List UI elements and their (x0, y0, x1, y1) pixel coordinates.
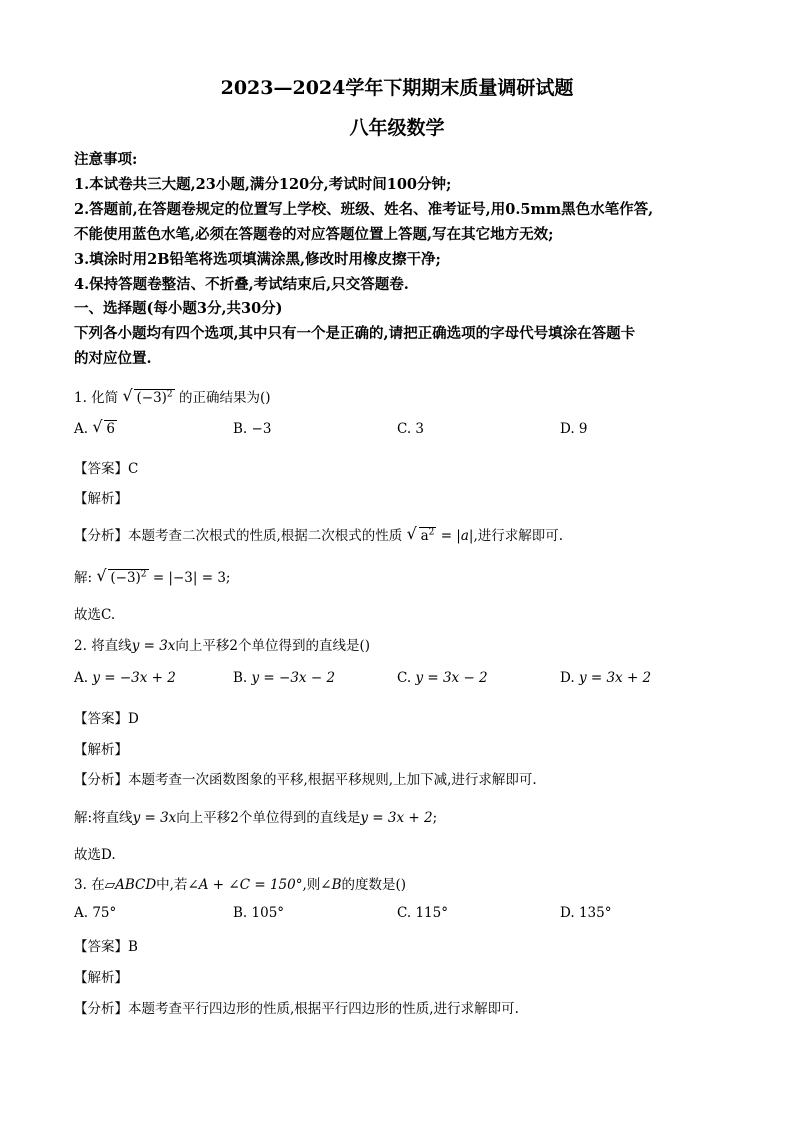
sqrt-expression: √ 6 (92, 417, 115, 437)
option-value: 105° (251, 905, 285, 921)
option-b (233, 421, 271, 437)
question-text: 中,若 (156, 877, 188, 893)
section-instruction: 下列各小题均有四个选项,其中只有一个是正确的,请把正确选项的字母代号填涂在答题卡 (74, 325, 636, 342)
analysis-label: 【解析】 (74, 970, 128, 986)
equation: = |a| (440, 528, 474, 544)
option-label: B. (233, 905, 248, 921)
equation: = |−3| = 3 (152, 570, 226, 586)
option-b (233, 905, 284, 921)
option-d: D. 9 (560, 421, 588, 437)
fenxi-line (74, 524, 734, 544)
option-value: 135° (578, 905, 612, 921)
option-label: B. (233, 421, 248, 437)
fenxi-line (74, 997, 734, 1017)
radicand: a (420, 528, 429, 544)
option-label: C. (397, 905, 412, 921)
option-value: 115° (415, 905, 448, 921)
radicand: (−3) (136, 390, 167, 406)
fenxi-text: ,进行求解即可. (473, 528, 564, 544)
question-1 (74, 386, 734, 406)
question-number: 2. (74, 638, 87, 654)
answer-label: 【答案】 (74, 939, 128, 955)
option-c (397, 905, 448, 921)
answer-value: D (128, 711, 139, 727)
fenxi-text: 本题考查一次函数图象的平移,根据平移规则,上加下减,进行求解即可. (128, 772, 537, 788)
sqrt-expression: √ $(-3)^2$ (96, 565, 147, 586)
option-label: A. (74, 905, 89, 921)
note-item: 3.填涂时用2B铅笔将选项填满涂黑,修改时用橡皮擦干净; (74, 251, 441, 268)
analysis-label: 【解析】 (74, 742, 128, 758)
option-c (397, 670, 488, 686)
question-number: 1. (74, 390, 87, 406)
note-item: 不能使用蓝色水笔,必须在答题卷的对应答题位置上答题,写在其它地方无效; (74, 226, 554, 243)
solution-line (74, 566, 734, 586)
question-2 (74, 634, 734, 654)
section-heading: 一、选择题(每小题3分,共30分) (74, 300, 283, 317)
option-value: y = −3x − 2 (251, 670, 336, 686)
conclusion: 故选D. (74, 847, 116, 863)
angle-symbol: ∠B (320, 877, 342, 893)
option-a (74, 905, 116, 921)
fenxi-text: 本题考查平行四边形的性质,根据平行四边形的性质,进行求解即可. (128, 1001, 519, 1017)
exam-title: 2023—2024学年下期期末质量调研试题 (220, 77, 574, 99)
option-a (74, 417, 117, 437)
radicand: 6 (106, 421, 115, 437)
option-a (74, 670, 176, 686)
question-text: 在 (91, 877, 105, 893)
sqrt-expression: √ $(-3)^2$ (122, 385, 173, 406)
option-label: A. (74, 670, 89, 686)
fenxi-label: 【分析】 (74, 772, 128, 788)
answer-line (74, 935, 734, 955)
conclusion: 故选C. (74, 607, 116, 623)
option-label: B. (233, 670, 248, 686)
solution-label: 解: (74, 810, 93, 826)
option-value: 75° (92, 905, 117, 921)
note-item: 2.答题前,在答题卷规定的位置写上学校、班级、姓名、准考证号,用0.5mm黑色水笔作答, (74, 201, 654, 218)
answer-label: 【答案】 (74, 711, 128, 727)
option-label: D. (560, 905, 575, 921)
fenxi-text: 本题考查二次根式的性质,根据二次根式的性质 (128, 528, 403, 544)
notes-heading: 注意事项: (74, 151, 138, 168)
note-item: 4.保持答题卷整洁、不折叠,考试结束后,只交答题卷. (74, 276, 409, 293)
option-c: C. 3 (397, 421, 425, 437)
radicand: (−3) (110, 570, 141, 586)
fenxi-line (74, 768, 734, 788)
exponent: 2 (166, 389, 173, 400)
solution-line (74, 806, 734, 826)
exponent: 2 (428, 527, 435, 538)
option-value: y = 3x − 2 (415, 670, 488, 686)
question-text: 的度数是() (341, 877, 407, 893)
option-d (560, 670, 651, 686)
exponent: 2 (140, 569, 147, 580)
answer-value: B (128, 939, 138, 955)
answer-value: C (128, 461, 139, 477)
answer-label: 【答案】 (74, 461, 128, 477)
analysis-label: 【解析】 (74, 491, 128, 507)
solution-label: 解: (74, 570, 93, 586)
question-text: 的正确结果为() (178, 390, 271, 406)
option-d (560, 905, 611, 921)
note-item: 1.本试卷共三大题,23小题,满分120分,考试时间100分钟; (74, 176, 452, 193)
equation: y = 3x + 2 (360, 810, 433, 826)
section-instruction: 的对应位置. (74, 350, 152, 367)
sqrt-expression: √ $a^2$ (406, 523, 435, 544)
option-b (233, 670, 335, 686)
fenxi-label: 【分析】 (74, 528, 128, 544)
punct: ; (225, 570, 231, 586)
solution-text: 向上平移2个单位得到的直线是 (176, 810, 361, 826)
option-label: A. (74, 421, 89, 437)
question-text: ,则 (302, 877, 321, 893)
fenxi-label: 【分析】 (74, 1001, 128, 1017)
equation: ∠A + ∠C = 150° (187, 877, 303, 893)
option-value: y = −3x + 2 (92, 670, 176, 686)
answer-line (74, 457, 734, 477)
punct: ; (432, 810, 438, 826)
question-text: 将直线 (91, 638, 132, 654)
question-3 (74, 873, 734, 893)
question-number: 3. (74, 877, 87, 893)
question-text: 化简 (91, 390, 119, 406)
option-value: y = 3x + 2 (578, 670, 652, 686)
option-value: −3 (251, 421, 272, 437)
equation: y = 3x (131, 638, 176, 654)
exam-subtitle: 八年级数学 (349, 117, 445, 139)
parallelogram-symbol: ▱ABCD (104, 877, 157, 893)
question-text: 向上平移2个单位得到的直线是() (175, 638, 371, 654)
solution-text: 将直线 (92, 810, 133, 826)
option-label: C. (397, 670, 412, 686)
answer-line (74, 707, 734, 727)
equation: y = 3x (132, 810, 177, 826)
option-label: D. (560, 670, 575, 686)
